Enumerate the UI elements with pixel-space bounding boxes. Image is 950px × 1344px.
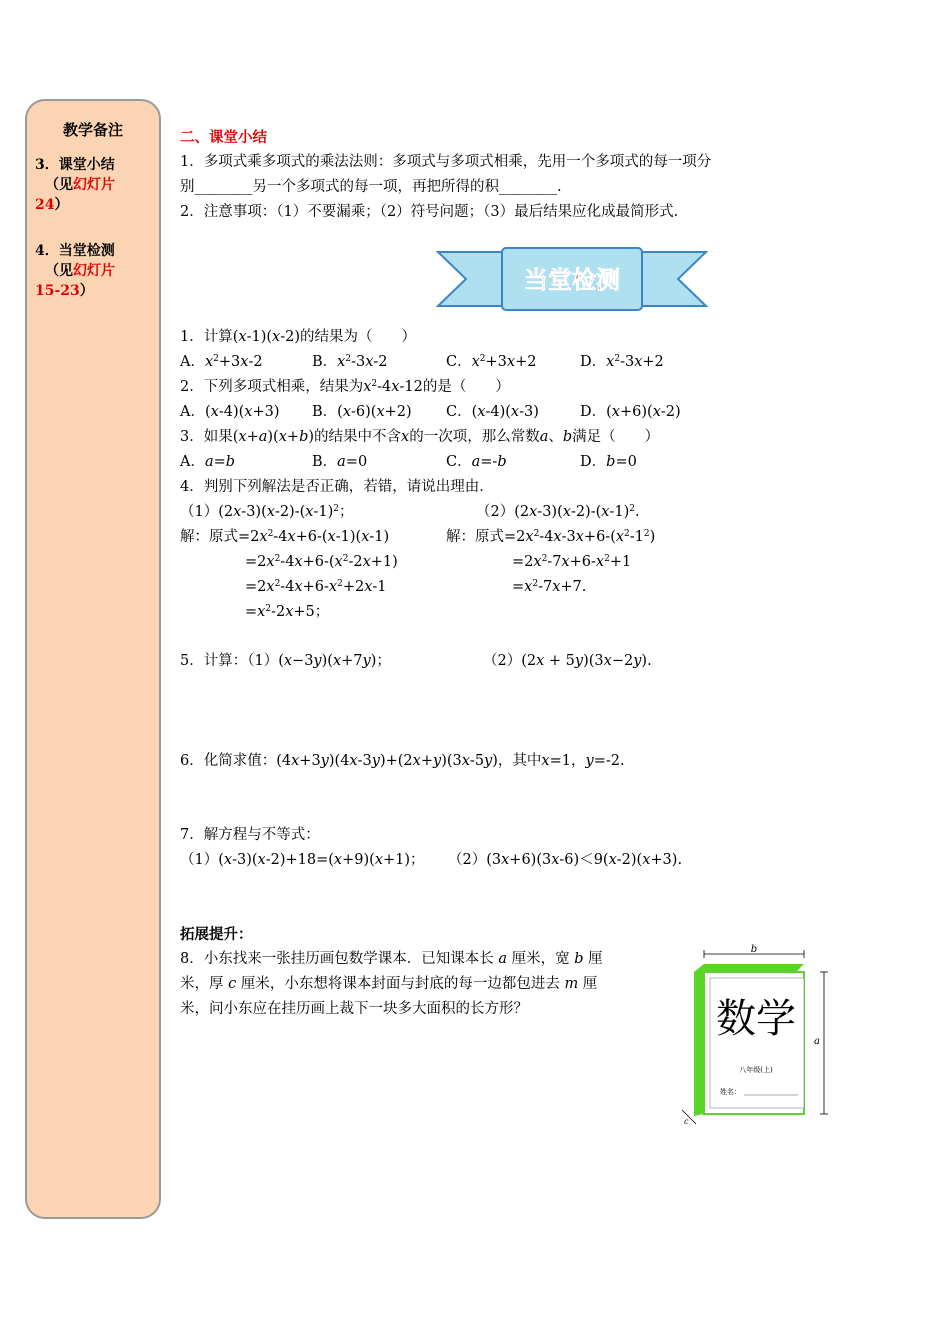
q7-stem: 7．解方程与不等式： (180, 827, 320, 843)
q5-part1: 5．计算：（1）(x−3y)(x+7y)； (180, 653, 391, 669)
q4-right-step3: $=x^2-7x+7$. (512, 579, 587, 595)
test-banner (436, 244, 708, 318)
q8-line3: 米，问小东应在挂历画上裁下一块多大面积的长方形？ (180, 1001, 528, 1017)
q4-left-step3: $=2x^2-4x+6-x^2+2x-1$ (245, 579, 387, 595)
q3-option-d: D．b=0 (580, 454, 637, 470)
summary-rule-line2: 别________另一个多项式的每一项，再把所得的积________. (180, 179, 562, 195)
banner-title: 当堂检测 (524, 266, 620, 294)
q2-option-a: A．(x-4)(x+3) (180, 404, 280, 420)
q4-part1: $(1)(2x-3)(x-2)-(x-1)^2$； (180, 504, 354, 520)
book-top-edge (694, 964, 804, 972)
q1-option-a: A．$x^2+3x-2$ (180, 354, 263, 370)
textbook-illustration (676, 944, 836, 1130)
note-slide-word: 幻灯片 (73, 263, 115, 279)
note-slide-number: 24 (35, 197, 55, 213)
q2-stem: 2．下列多项式相乘，结果为$x^2-4x-12$的是（ ） (180, 379, 510, 395)
dim-c-label: c (684, 1117, 689, 1126)
q1-option-d: D．$x^2-3x+2$ (580, 354, 664, 370)
q1-option-c: C．$x^2+3x+2$ (446, 354, 537, 370)
banner-right-tail (634, 252, 706, 306)
q4-left-step4: $=x^2-2x+5$； (245, 604, 330, 620)
book-grade: 八年级(上) (739, 1066, 773, 1074)
book-name-label: 姓名： (720, 1088, 741, 1096)
note-slide-number: 15-23 (35, 283, 80, 299)
q2-option-b: B．(x-6)(x+2) (312, 404, 412, 420)
q4-stem: 4．判别下列解法是否正确，若错，请说出理由． (180, 479, 494, 495)
q8-line1: 8．小东找来一张挂历画包数学课本．已知课本长 a 厘米，宽 b 厘 (180, 951, 603, 967)
q6-stem: 6．化简求值：(4x+3y)(4x-3y)+(2x+y)(3x-5y)，其中x=1，y=-2. (180, 753, 625, 769)
note-close: ） (54, 197, 69, 213)
q7-part1: （1）(x-3)(x-2)+18=(x+9)(x+1)； (180, 852, 425, 868)
q1-stem: 1．计算(x-1)(x-2)的结果为（ ） (180, 329, 416, 345)
book-title: 数学 (716, 996, 796, 1042)
note-open: （见 (45, 263, 73, 279)
q2-option-c: C．(x-4)(x-3) (446, 404, 539, 420)
dim-a-label: a (814, 1036, 820, 1047)
summary-notes: 2．注意事项：（1）不要漏乘；（2）符号问题；（3）最后结果应化成最简形式. (180, 204, 679, 220)
q4-right-step1: 解：原式$=2x^2-4x-3x+6-(x^2-1^2)$ (446, 529, 656, 545)
q4-left-step1: 解：原式$=2x^2-4x+6-(x-1)(x-1)$ (180, 529, 390, 545)
dim-b-label: b (750, 944, 758, 955)
note-close: ） (79, 283, 94, 299)
q5-part2: （2）(2x + 5y)(3x−2y). (483, 653, 652, 669)
q4-right-step2: $=2x^2-7x+6-x^2+1$ (512, 554, 632, 570)
q4-part2: $(2)(2x-3)(x-2)-(x-1)^2$. (476, 504, 640, 520)
q8-line2: 米，厚 c 厘米，小东想将课本封面与封底的每一边都包进去 m 厘 (180, 976, 598, 992)
sidebar-note-test-title: 4．当堂检测 (35, 243, 115, 259)
note-slide-word: 幻灯片 (73, 177, 115, 193)
summary-rule-line1: 1．多项式乘多项式的乘法法则：多项式与多项式相乘，先用一个多项式的每一项分 (180, 154, 712, 170)
q3-stem: 3．如果(x+a)(x+b)的结果中不含x的一次项，那么常数a、b满足（ ） (180, 429, 660, 445)
sidebar-note-summary-title: 3．课堂小结 (35, 157, 115, 173)
extension-heading: 拓展提升： (180, 927, 253, 943)
q7-part2: （2）(3x+6)(3x-6)＜9(x-2)(x+3). (448, 852, 683, 868)
note-open: （见 (45, 177, 73, 193)
summary-heading: 二、课堂小结 (180, 130, 267, 146)
banner-left-tail (438, 252, 510, 306)
q2-option-d: D．(x+6)(x-2) (580, 404, 681, 420)
q4-left-step2: $=2x^2-4x+6-(x^2-2x+1)$ (245, 554, 398, 570)
book-spine (694, 964, 704, 1116)
q1-option-b: B．$x^2-3x-2$ (312, 354, 388, 370)
q3-option-b: B．a=0 (312, 454, 368, 470)
q3-option-a: A．a=b (180, 454, 236, 470)
q3-option-c: C．a=-b (446, 454, 507, 470)
sidebar-title: 教学备注 (62, 121, 123, 139)
